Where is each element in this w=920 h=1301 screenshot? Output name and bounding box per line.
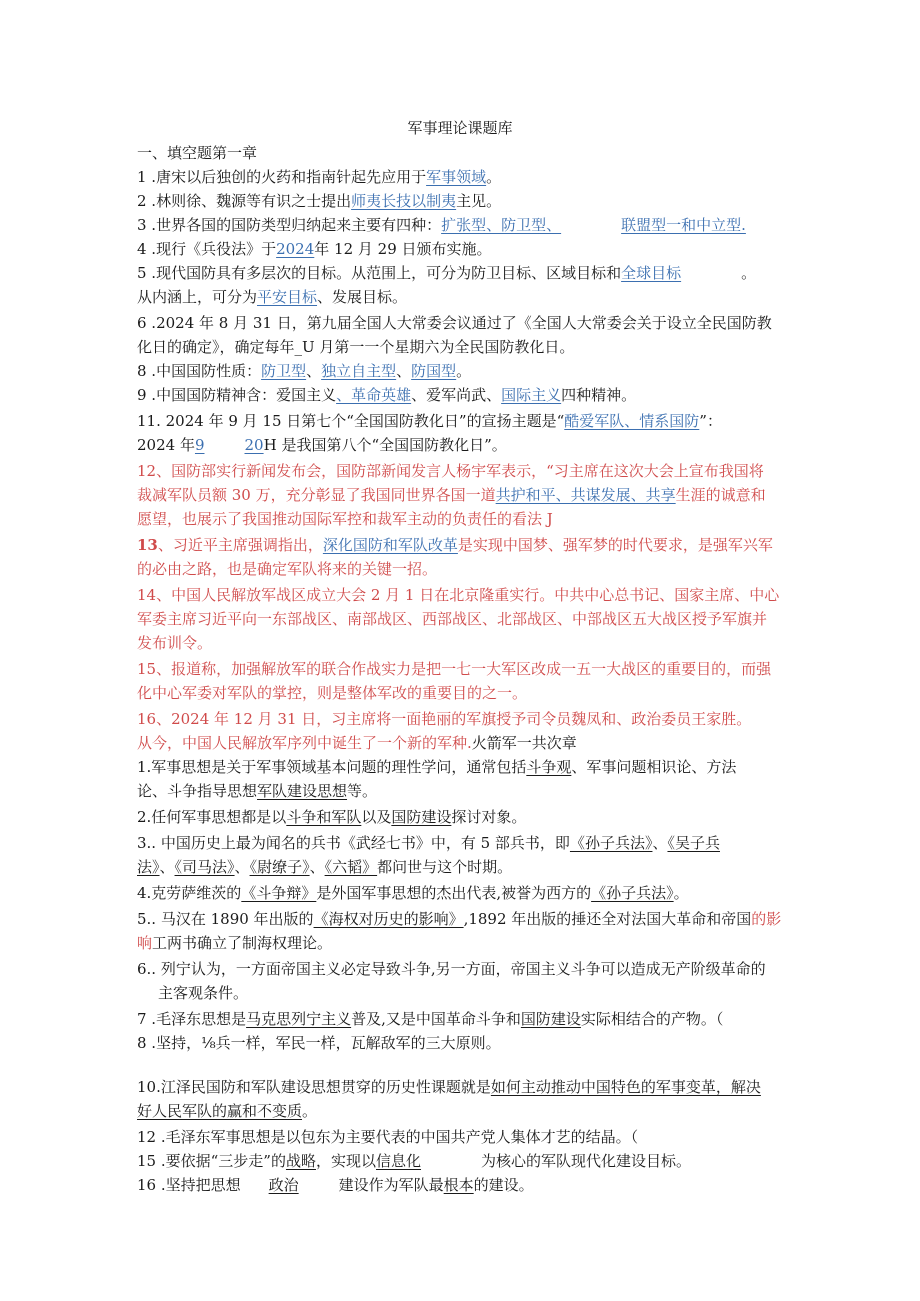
answer: 国防建设 xyxy=(391,808,452,826)
answer: 《司马法》 xyxy=(174,858,235,876)
answer: 2024 xyxy=(276,240,315,258)
text: 8 .中国国防性质： xyxy=(137,362,262,380)
text: 、 xyxy=(159,858,175,876)
question-16: 16、2024 年 12 月 31 日，习主席将一面艳丽的军旗授予司令员魏凤和、政治委员王家胜。 xyxy=(137,710,752,728)
section-heading: 一、填空题第一章 xyxy=(137,144,258,162)
question-4 xyxy=(137,238,492,260)
text: 、军事问题相识论、方法 xyxy=(571,758,737,776)
chapter2-q6-cont: 主客观条件。 xyxy=(158,984,249,1002)
text: 从内涵上，可分为 xyxy=(137,288,258,306)
question-14: 14、中国人民解放军战区成立大会 2 月 1 日在北京隆重实行。中共中心总书记、国家主席、中心 xyxy=(137,586,780,604)
question-12-cont2: 愿望，也展示了我国推动国际军控和裁军主动的负责任的看法 J xyxy=(137,510,553,528)
text: 的建设。 xyxy=(473,1176,534,1194)
text: 。 xyxy=(673,884,689,902)
text: 、习近平主席强调指出， xyxy=(157,536,323,554)
text: 2024 年 xyxy=(137,436,195,454)
chapter2-q10-cont xyxy=(137,1100,317,1122)
text: 。 xyxy=(456,362,472,380)
question-3 xyxy=(137,214,746,236)
text: 是实现中国梦、强军梦的时代要求，是强军兴军 xyxy=(457,536,773,554)
answer: 独立自主型 xyxy=(321,362,397,380)
text: 、 xyxy=(396,362,412,380)
answer: 国际主义 xyxy=(501,386,562,404)
text: 7 .毛泽东思想是 xyxy=(137,1010,247,1028)
chapter2-q16 xyxy=(137,1174,534,1196)
question-14-cont: 军委主席习近平向一东部战区、南部战区、西部战区、北部战区、中部战区五大战区授予军旗并 xyxy=(137,610,768,628)
answer: 全球目标 xyxy=(621,264,682,282)
text: ”： xyxy=(699,412,722,430)
text: 以及 xyxy=(361,808,392,826)
answer: 根本 xyxy=(443,1176,474,1194)
text: 探讨对象。 xyxy=(451,808,527,826)
question-1 xyxy=(137,166,501,188)
question-2 xyxy=(137,190,501,212)
question-16-cont xyxy=(137,732,577,754)
text: 是外国军事思想的杰出代表,被誉为西方的 xyxy=(316,884,592,902)
text: 从今，中国人民解放军序列中诞生了一个新的军种. xyxy=(137,734,472,752)
text: 为核心的军队现代化建设目标。 xyxy=(481,1152,692,1170)
text: 3 .世界各国的国防类型归纳起来主要有四种： xyxy=(137,216,442,234)
question-6: 6 .2024 年 8 月 31 日，第九届全国人大常委会议通过了《全国人大常委会关于设立全民国防教 xyxy=(137,314,772,332)
answer: 《斗争辩》 xyxy=(241,884,317,902)
text: 15 .要依据“三步走”的 xyxy=(137,1152,286,1170)
question-11-cont xyxy=(137,434,507,456)
page-title: 军事理论课题库 xyxy=(407,119,513,137)
answer: 《孙子兵法》 xyxy=(569,834,653,852)
text: 2.任何军事思想都是以 xyxy=(137,808,287,826)
answer: 防国型 xyxy=(411,362,457,380)
answer: 战略 xyxy=(285,1152,316,1170)
question-6-cont: 化日的确定》，确定每年_U 月第一一个星期六为全民国防教化日。 xyxy=(137,338,575,356)
text: 、 xyxy=(309,858,325,876)
text: 10.江泽民国防和军队建设思想贯穿的历史性课题就是 xyxy=(137,1078,491,1096)
text: 5 .现代国防具有多层次的目标。从范围上，可分为防卫目标、区域目标和 xyxy=(137,264,622,282)
question-13 xyxy=(137,534,773,556)
chapter2-q5-cont xyxy=(137,932,332,954)
chapter2-q3-cont xyxy=(137,856,512,878)
text: 1 .唐宋以后独创的火药和指南针起先应用于 xyxy=(137,168,427,186)
text: 响 xyxy=(137,934,153,952)
text: 、发展目标。 xyxy=(317,288,408,306)
text: 火箭军一共次章 xyxy=(471,734,577,752)
text: 建设作为军队最 xyxy=(338,1176,444,1194)
answer: 防卫型 xyxy=(261,362,307,380)
answer: 《吴子兵 xyxy=(667,834,720,852)
answer: 国防建设 xyxy=(520,1010,581,1028)
question-14-cont2: 发布训令。 xyxy=(137,634,213,652)
text: 论、斗争指导思想 xyxy=(137,782,258,800)
chapter2-q5 xyxy=(137,908,781,930)
chapter2-q2 xyxy=(137,806,526,828)
text: 。 xyxy=(302,1102,318,1120)
answer: 法》 xyxy=(137,858,160,876)
answer: 军队建设思想 xyxy=(257,782,348,800)
question-8 xyxy=(137,360,471,382)
text: 4.克劳萨维茨的 xyxy=(137,884,242,902)
text: H 是我国第八个“全国国防教化日”。 xyxy=(263,436,507,454)
text: 、 xyxy=(234,858,250,876)
text: 5.. 马汉在 1890 年出版的 xyxy=(137,910,314,928)
answer: 信息化 xyxy=(376,1152,422,1170)
answer: 如何主动推动中国特色的军事变革，解决 xyxy=(490,1078,761,1096)
text: 、 xyxy=(652,834,668,852)
answer: 斗争和军队 xyxy=(286,808,362,826)
text: 生涯的诚意和 xyxy=(675,486,766,504)
question-15: 15、报道称，加强解放军的联合作战实力是把一七一大军区改成一五一大战区的重要目的，而强 xyxy=(137,660,772,678)
chapter2-q8: 8 .坚持，⅛兵一样，军民一样，瓦解敌军的三大原则。 xyxy=(137,1034,501,1052)
answer: 《海权对历史的影响》 xyxy=(313,910,464,928)
text: 工两书确立了制海权理论。 xyxy=(152,934,333,952)
chapter2-q4 xyxy=(137,882,689,904)
answer: 深化国防和军队改革 xyxy=(322,536,458,554)
answer: 20 xyxy=(244,436,264,454)
answer: 《六韬》 xyxy=(324,858,378,876)
chapter2-q12: 12 .毛泽东军事思想是以包东为主要代表的中国共产党人集体才艺的结晶。（ xyxy=(137,1128,639,1146)
question-9 xyxy=(137,384,636,406)
question-12: 12、国防部实行新闻发布会，国防部新闻发言人杨宇军表示，“习主席在这次大会上宣布我国将 xyxy=(137,462,764,480)
text: 13 xyxy=(137,536,158,554)
text: 等。 xyxy=(347,782,378,800)
answer: 师夷长技以制夷 xyxy=(351,192,457,210)
answer: 、革命英雄 xyxy=(336,386,412,404)
text: 。 xyxy=(486,168,502,186)
text: 的影 xyxy=(751,910,782,928)
question-13-cont: 的必由之路，也是确定军队将来的关键一招。 xyxy=(137,560,438,578)
answer: 联盟型一和中立型. xyxy=(621,216,746,234)
question-5 xyxy=(137,262,756,284)
answer: 9 xyxy=(194,436,205,454)
answer: 共护和平、共谋发展、共享 xyxy=(495,486,676,504)
text: 普及,又是中国革命斗争和 xyxy=(351,1010,521,1028)
text: 2 .林则徐、魏源等有识之士提出 xyxy=(137,192,352,210)
text: 16 .坚持把思想 xyxy=(137,1176,241,1194)
text: 。 xyxy=(741,264,757,282)
text: ,1892 年出版的捶还全对法国大革命和帝国 xyxy=(463,910,752,928)
answer: 《尉缭子》 xyxy=(249,858,310,876)
chapter2-q1-cont xyxy=(137,780,377,802)
chapter2-q6: 6.. 列宁认为，一方面帝国主义必定导致斗争,另一方面，帝国主义斗争可以造成无产阶级革命的 xyxy=(137,960,766,978)
answer: 好人民军队的赢和不变质 xyxy=(137,1102,303,1120)
text: 都问世与这个时期。 xyxy=(377,858,513,876)
question-12-cont xyxy=(137,484,766,506)
text: ，实现以 xyxy=(315,1152,376,1170)
answer: 酷爱军队、情系国防 xyxy=(564,412,700,430)
text: 11. 2024 年 9 月 15 日第七个“全国国防教化日”的宣扬主题是“ xyxy=(137,412,565,430)
chapter2-q10 xyxy=(137,1076,761,1098)
text: 四种精神。 xyxy=(561,386,637,404)
chapter2-q15 xyxy=(137,1150,691,1172)
chapter2-q7 xyxy=(137,1008,723,1030)
text: 实际相结合的产物。（ xyxy=(580,1010,724,1028)
text: 裁减军队员额 30 万，充分彰显了我国同世界各国一道 xyxy=(137,486,496,504)
question-15-cont: 化中心军委对军队的掌控，则是整体军改的重要目的之一。 xyxy=(137,684,528,702)
answer: 扩张型、防卫型、 xyxy=(441,216,562,234)
answer: 《孙子兵法》 xyxy=(591,884,674,902)
text: 3.. 中国历史上最为闻名的兵书《武经七书》中，有 5 部兵书，即 xyxy=(137,834,570,852)
question-11 xyxy=(137,410,722,432)
chapter2-q1 xyxy=(137,756,736,778)
text: 9 .中国国防精神含：爱国主义 xyxy=(137,386,337,404)
text: 1.军事思想是关于军事领域基本问题的理性学问，通常包括 xyxy=(137,758,527,776)
question-5-cont xyxy=(137,286,407,308)
text: 主见。 xyxy=(456,192,502,210)
text: 4 .现行《兵役法》于 xyxy=(137,240,277,258)
answer: 斗争观 xyxy=(526,758,572,776)
text: 、 xyxy=(306,362,322,380)
answer: 平安目标 xyxy=(257,288,318,306)
answer: 马克思列宁主义 xyxy=(246,1010,352,1028)
chapter2-q3 xyxy=(137,832,720,854)
answer: 军事领域 xyxy=(426,168,487,186)
text: 、爱军尚武、 xyxy=(411,386,502,404)
text: 年 12 月 29 日颁布实施。 xyxy=(314,240,492,258)
answer: 政治 xyxy=(268,1176,299,1194)
